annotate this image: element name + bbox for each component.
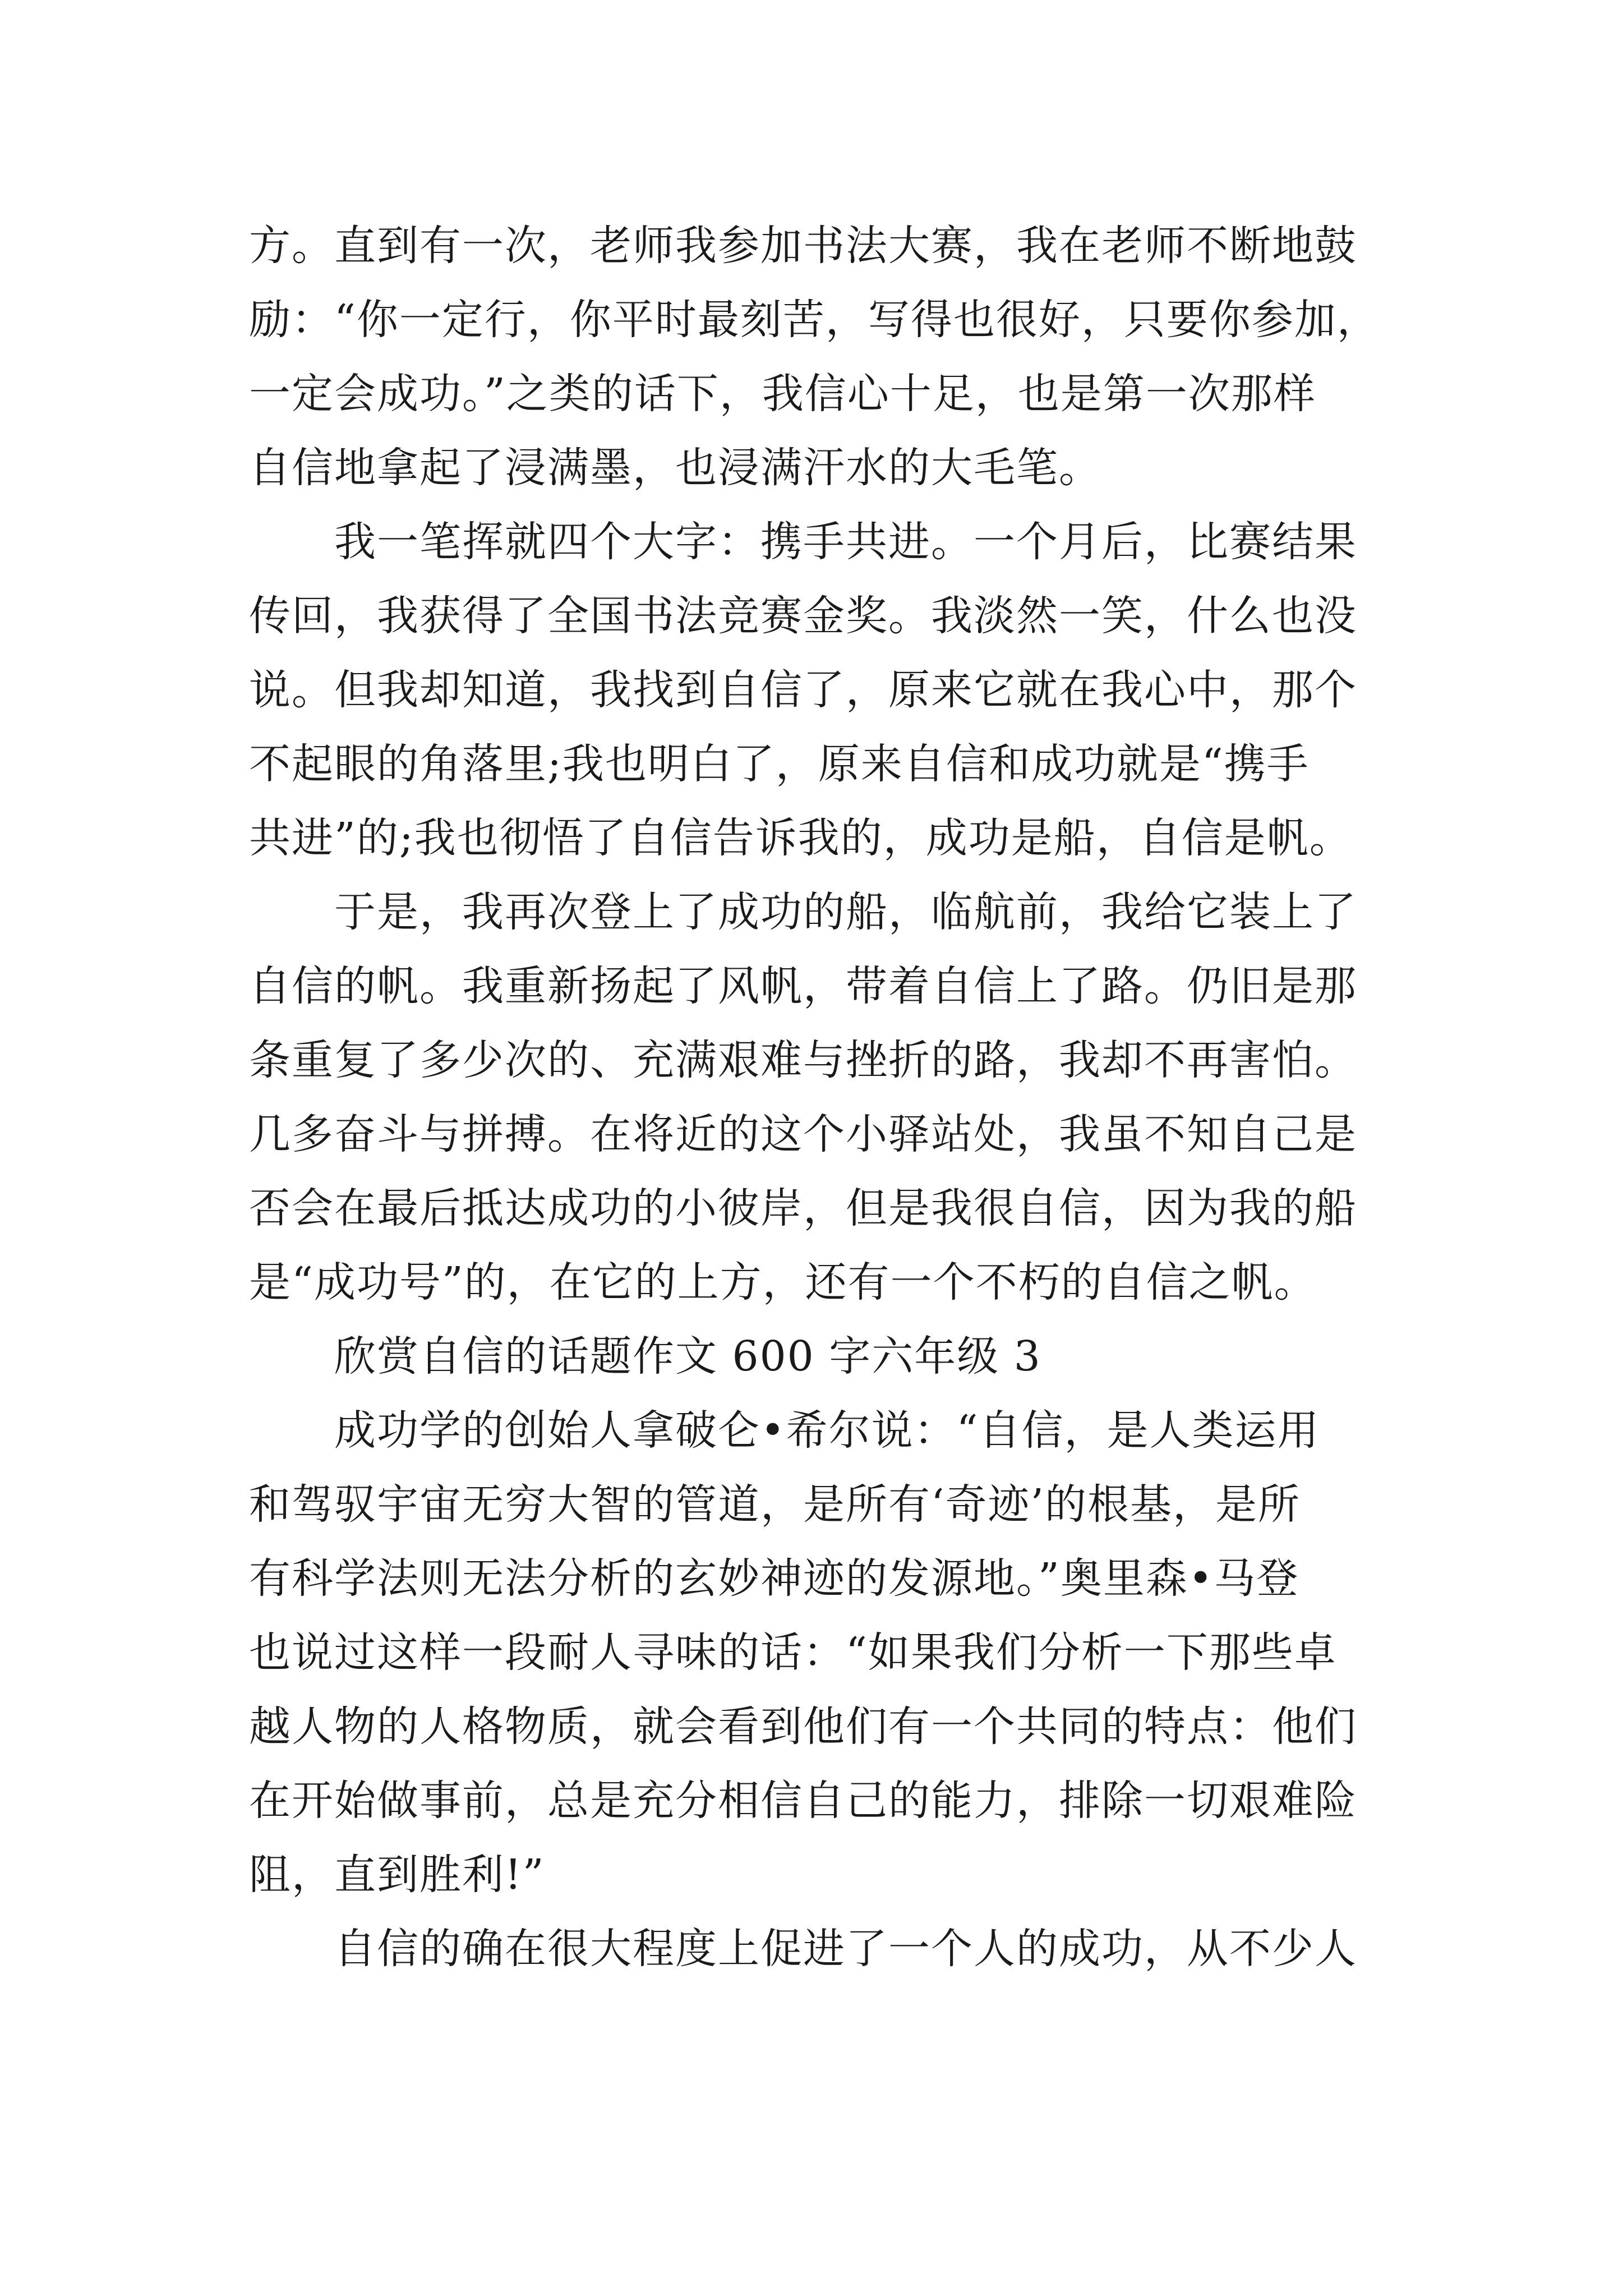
text-line: 传回，我获得了全国书法竞赛金奖。我淡然一笑，什么也没 bbox=[249, 592, 1357, 640]
text-line: 是“成功号”的，在它的上方，还有一个不朽的自信之帆。 bbox=[249, 1258, 1317, 1306]
text-line: 否会在最后抵达成功的小彼岸，但是我很自信，因为我的船 bbox=[249, 1184, 1357, 1232]
section-heading: 欣赏自信的话题作文 600 字六年级 3 bbox=[334, 1332, 1041, 1381]
text-line: 阻，直到胜利!” bbox=[249, 1851, 545, 1899]
paragraph-first-line: 于是，我再次登上了成功的船，临航前，我给它装上了 bbox=[334, 888, 1357, 936]
text-line: 自信的帆。我重新扬起了风帆，带着自信上了路。仍旧是那 bbox=[249, 962, 1357, 1010]
text-line: 自信地拿起了浸满墨，也浸满汗水的大毛笔。 bbox=[249, 444, 1101, 492]
text-line: 也说过这样一段耐人寻味的话：“如果我们分析一下那些卓 bbox=[249, 1628, 1337, 1677]
paragraph-first-line: 我一笔挥就四个大字：携手共进。一个月后，比赛结果 bbox=[334, 518, 1357, 566]
text-line: 共进”的;我也彻悟了自信告诉我的，成功是船，自信是帆。 bbox=[249, 814, 1352, 862]
text-line: 在开始做事前，总是充分相信自己的能力，排除一切艰难险 bbox=[249, 1777, 1357, 1825]
text-line: 一定会成功。”之类的话下，我信心十足，也是第一次那样 bbox=[249, 370, 1316, 418]
text-line: 有科学法则无法分析的玄妙神迹的发源地。”奥里森•马登 bbox=[249, 1554, 1299, 1603]
essay-body bbox=[249, 209, 1387, 1986]
text-line: 说。但我却知道，我找到自信了，原来它就在我心中，那个 bbox=[249, 666, 1357, 714]
text-line: 越人物的人格物质，就会看到他们有一个共同的特点：他们 bbox=[249, 1703, 1357, 1751]
text-line: 条重复了多少次的、充满艰难与挫折的路，我却不再害怕。 bbox=[249, 1036, 1357, 1084]
text-line: 方。直到有一次，老师我参加书法大赛，我在老师不断地鼓 bbox=[249, 222, 1357, 270]
text-line: 几多奋斗与拼搏。在将近的这个小驿站处，我虽不知自己是 bbox=[249, 1110, 1357, 1158]
text-line: 励：“你一定行，你平时最刻苦，写得也很好，只要你参加， bbox=[249, 296, 1380, 344]
text-line: 和驾驭宇宙无穷大智的管道，是所有‘奇迹’的根基，是所 bbox=[249, 1480, 1301, 1529]
paragraph-first-line: 成功学的创始人拿破仑•希尔说：“自信，是人类运用 bbox=[334, 1406, 1320, 1455]
text-line: 不起眼的角落里;我也明白了，原来自信和成功就是“携手 bbox=[249, 740, 1310, 788]
paragraph-first-line: 自信的确在很大程度上促进了一个人的成功，从不少人 bbox=[334, 1925, 1357, 1973]
